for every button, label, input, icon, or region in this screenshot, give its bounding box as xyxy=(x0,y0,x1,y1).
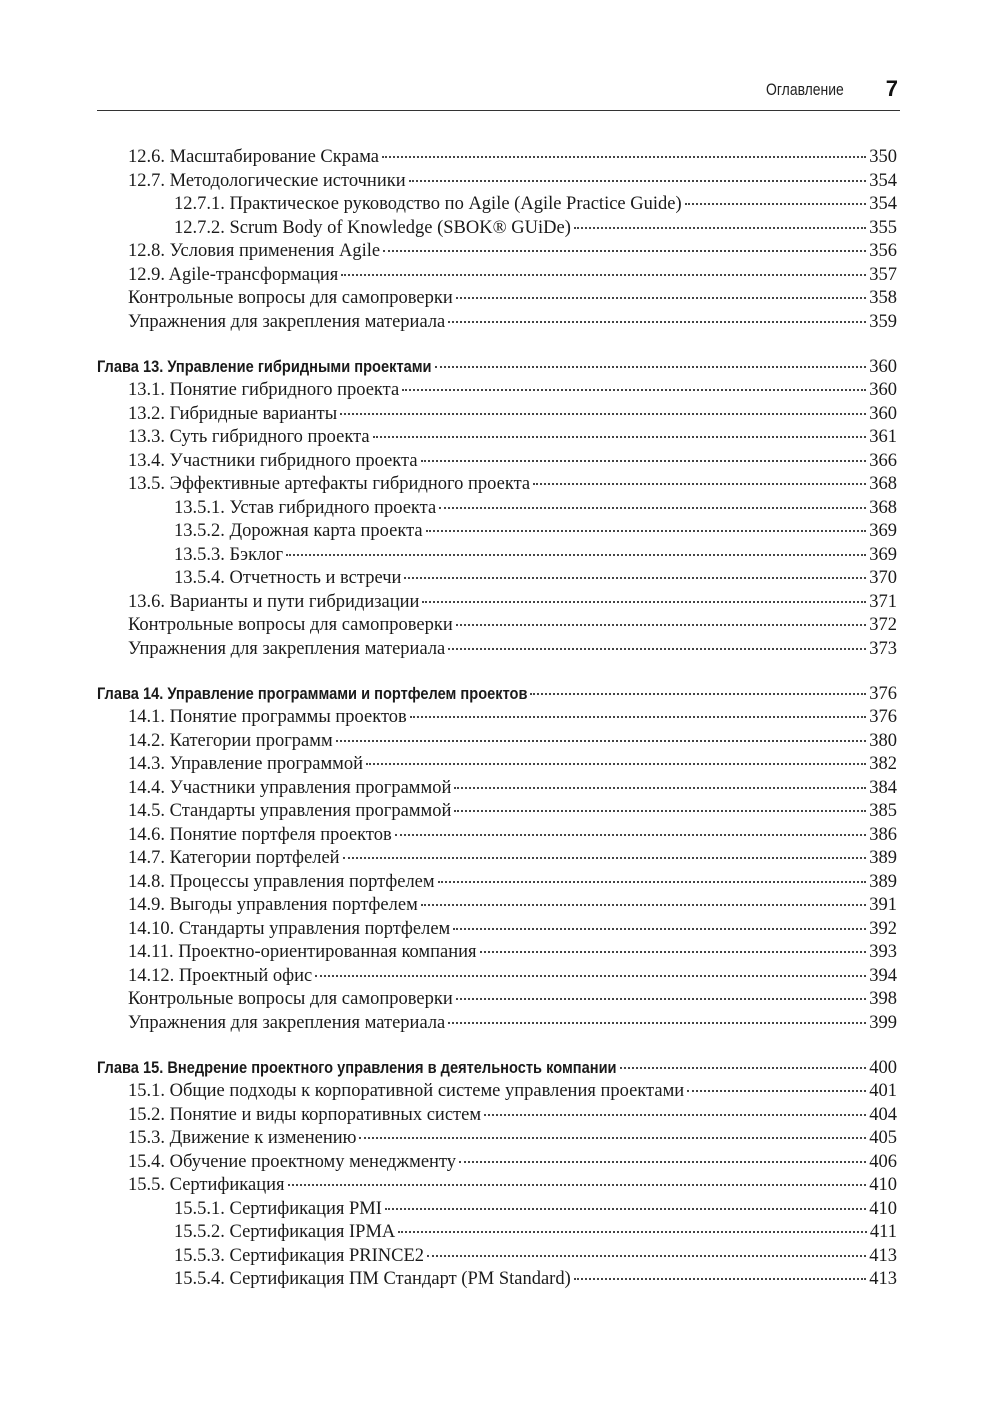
toc-entry-page: 401 xyxy=(869,1081,897,1101)
toc-entry[interactable] xyxy=(97,1174,897,1198)
toc-entry-title: 14.4. Участники управления программой xyxy=(128,777,452,798)
toc-entry[interactable] xyxy=(97,497,897,521)
dot-leader xyxy=(448,1022,866,1024)
toc-entry-title: 15.4. Обучение проектному менеджменту xyxy=(128,1151,457,1172)
dot-leader xyxy=(382,156,866,158)
toc-entry-page: 376 xyxy=(869,707,897,727)
toc-entry[interactable] xyxy=(97,1127,897,1151)
toc-entry-title: 13.5. Эффективные артефакты гибридного проекта xyxy=(128,474,531,494)
dot-leader xyxy=(456,624,867,626)
toc-entry-page: 389 xyxy=(869,871,897,892)
dot-leader xyxy=(343,857,867,859)
toc-entry-title: 14.5. Стандарты управления программой xyxy=(128,801,452,821)
toc-entry-title: 14.8. Процессы управления портфелем xyxy=(128,871,435,892)
dot-leader xyxy=(385,1208,866,1210)
toc-entry-title: 13.5.4. Отчетность и встречи xyxy=(174,568,402,588)
dot-leader xyxy=(448,648,866,650)
toc-entry-page: 404 xyxy=(869,1104,897,1125)
toc-entry[interactable] xyxy=(97,544,897,568)
toc-entry-page: 373 xyxy=(869,638,897,659)
toc-entry-title: 15.5.4. Сертификация ПМ Стандарт (PM Standard) xyxy=(174,1269,571,1289)
toc-entry[interactable] xyxy=(97,824,897,848)
dot-leader xyxy=(426,530,867,532)
toc-entry[interactable] xyxy=(97,871,897,895)
toc-entry-page: 360 xyxy=(869,403,897,424)
toc-entry-title: 14.2. Категории программ xyxy=(128,730,333,751)
dot-leader xyxy=(453,928,866,930)
toc-entry-page: 382 xyxy=(869,754,897,774)
dot-leader xyxy=(421,460,867,462)
dot-leader xyxy=(359,1137,866,1139)
toc-entry-title: 13.5.2. Дорожная карта проекта xyxy=(174,521,423,541)
dot-leader xyxy=(404,577,866,579)
toc-entry[interactable] xyxy=(97,753,897,777)
header-section-title: Оглавление xyxy=(766,80,844,99)
toc-entry-page: 360 xyxy=(869,357,897,377)
toc-entry[interactable] xyxy=(97,847,897,871)
toc-entry-page: 371 xyxy=(869,591,897,612)
dot-leader xyxy=(448,321,866,323)
toc-chapter-entry[interactable] xyxy=(97,354,897,379)
toc-entry[interactable] xyxy=(97,777,897,801)
toc-entry-title: 12.9. Agile-трансформация xyxy=(128,264,339,285)
toc-entry[interactable] xyxy=(97,264,897,288)
toc-entry[interactable] xyxy=(97,379,897,403)
toc-entry-title: 14.6. Понятие портфеля проектов xyxy=(128,824,392,845)
toc-entry[interactable] xyxy=(97,614,897,638)
toc-entry-title: 13.1. Понятие гибридного проекта xyxy=(128,380,400,400)
toc-entry[interactable] xyxy=(97,217,897,241)
toc-entry-title: 15.5.3. Сертификация PRINCE2 xyxy=(174,1245,425,1266)
toc-entry-page: 386 xyxy=(869,824,897,845)
toc-entry[interactable] xyxy=(97,1221,897,1245)
dot-leader xyxy=(427,1255,866,1257)
toc-entry-page: 410 xyxy=(869,1198,897,1219)
toc-entry-title: 15.5.2. Сертификация IPMA xyxy=(174,1222,396,1242)
toc-entry[interactable] xyxy=(97,1012,897,1036)
toc-entry-page: 394 xyxy=(869,965,897,986)
dot-leader xyxy=(422,601,866,603)
toc-entry[interactable] xyxy=(97,240,897,264)
header-page-number: 7 xyxy=(885,76,898,101)
dot-leader xyxy=(336,740,867,742)
toc-entry-title: 13.6. Варианты и пути гибридизации xyxy=(128,591,420,612)
toc-entry-title: Упражнения для закрепления материала xyxy=(128,638,446,659)
toc-entry-title: 12.7. Методологические источники xyxy=(128,170,406,191)
toc-entry-page: 370 xyxy=(869,568,897,588)
dot-leader xyxy=(439,507,866,509)
toc-entry[interactable] xyxy=(97,1198,897,1222)
dot-leader xyxy=(574,1278,867,1280)
toc-entry-page: 400 xyxy=(869,1058,897,1078)
toc-entry-page: 354 xyxy=(869,170,897,191)
toc-entry[interactable] xyxy=(97,1104,897,1128)
toc-entry[interactable] xyxy=(97,170,897,194)
toc-entry-title: Глава 13. Управление гибридными проектами xyxy=(97,357,432,376)
dot-leader xyxy=(456,297,867,299)
dot-leader xyxy=(435,366,867,368)
toc-entry-page: 385 xyxy=(869,801,897,821)
dot-leader xyxy=(454,787,866,789)
toc-entry-title: 15.5. Сертификация xyxy=(128,1175,285,1195)
dot-leader xyxy=(410,716,866,718)
running-header xyxy=(97,72,900,111)
dot-leader xyxy=(480,951,867,953)
toc-entry[interactable] xyxy=(97,638,897,662)
toc-entry[interactable] xyxy=(97,918,897,942)
toc-entry-page: 361 xyxy=(869,427,897,447)
toc-entry[interactable] xyxy=(97,193,897,217)
toc-entry-page: 354 xyxy=(869,194,897,214)
toc-entry-title: 14.12. Проектный офис xyxy=(128,965,313,986)
toc-entry-title: 15.5.1. Сертификация PMI xyxy=(174,1198,382,1219)
toc-entry-page: 413 xyxy=(869,1269,897,1289)
toc-entry-page: 391 xyxy=(869,895,897,915)
toc-entry-title: 14.3. Управление программой xyxy=(128,754,364,774)
dot-leader xyxy=(373,436,867,438)
table-of-contents xyxy=(97,146,897,1292)
toc-entry[interactable] xyxy=(97,1151,897,1175)
toc-entry-title: 15.2. Понятие и виды корпоративных систем xyxy=(128,1104,482,1125)
toc-entry-page: 398 xyxy=(869,989,897,1009)
dot-leader xyxy=(454,810,866,812)
toc-entry-page: 360 xyxy=(869,380,897,400)
toc-entry-title: 14.7. Категории портфелей xyxy=(128,848,340,868)
dot-leader xyxy=(459,1161,866,1163)
toc-chapter-entry[interactable] xyxy=(97,681,897,706)
toc-entry-page: 405 xyxy=(869,1128,897,1148)
toc-entry-title: 13.2. Гибридные варианты xyxy=(128,403,338,424)
toc-entry-title: 15.3. Движение к изменению xyxy=(128,1128,357,1148)
dot-leader xyxy=(286,554,866,556)
dot-leader xyxy=(456,998,867,1000)
toc-entry-page: 359 xyxy=(869,311,897,332)
dot-leader xyxy=(402,389,866,391)
dot-leader xyxy=(341,274,866,276)
toc-entry-page: 366 xyxy=(869,450,897,471)
dot-leader xyxy=(620,1067,867,1069)
dot-leader xyxy=(574,227,866,229)
dot-leader xyxy=(438,881,867,883)
toc-entry[interactable] xyxy=(97,426,897,450)
dot-leader xyxy=(421,904,866,906)
toc-chapter-entry[interactable] xyxy=(97,1055,897,1080)
dot-leader xyxy=(687,1090,866,1092)
dot-leader xyxy=(315,975,866,977)
toc-entry[interactable] xyxy=(97,965,897,989)
toc-entry[interactable] xyxy=(97,567,897,591)
toc-entry-title: 12.7.1. Практическое руководство по Agile (Agile Practice Guide) xyxy=(174,194,682,214)
toc-entry-title: Упражнения для закрепления материала xyxy=(128,1012,446,1033)
toc-entry-title: Упражнения для закрепления материала xyxy=(128,311,446,332)
toc-entry[interactable] xyxy=(97,730,897,754)
dot-leader xyxy=(409,180,867,182)
toc-entry-page: 389 xyxy=(869,848,897,868)
toc-entry-page: 411 xyxy=(869,1222,897,1242)
toc-entry-page: 380 xyxy=(869,730,897,751)
toc-entry-title: Глава 15. Внедрение проектного управления в деятельность компании xyxy=(97,1058,617,1077)
toc-entry[interactable] xyxy=(97,311,897,335)
toc-entry-page: 356 xyxy=(869,241,897,261)
dot-leader xyxy=(395,834,867,836)
toc-entry-title: 12.8. Условия применения Agile xyxy=(128,241,381,261)
toc-entry[interactable] xyxy=(97,800,897,824)
toc-entry-title: 13.3. Суть гибридного проекта xyxy=(128,427,370,447)
dot-leader xyxy=(530,693,866,695)
toc-entry[interactable] xyxy=(97,287,897,311)
dot-leader xyxy=(366,763,866,765)
toc-entry-page: 368 xyxy=(869,474,897,494)
toc-entry-title: 14.1. Понятие программы проектов xyxy=(128,707,407,727)
toc-entry-title: 13.4. Участники гибридного проекта xyxy=(128,450,418,471)
toc-entry-page: 406 xyxy=(869,1151,897,1172)
toc-entry-page: 384 xyxy=(869,777,897,798)
toc-entry-page: 392 xyxy=(869,918,897,939)
toc-entry[interactable] xyxy=(97,403,897,427)
toc-entry[interactable] xyxy=(97,473,897,497)
toc-entry-title: Глава 14. Управление программами и портфелем проектов xyxy=(97,684,528,703)
dot-leader xyxy=(398,1231,867,1233)
toc-entry-page: 399 xyxy=(869,1012,897,1033)
toc-entry-page: 368 xyxy=(869,497,897,518)
toc-entry-page: 358 xyxy=(869,288,897,308)
toc-entry-page: 410 xyxy=(869,1175,897,1195)
dot-leader xyxy=(288,1184,867,1186)
toc-entry-page: 376 xyxy=(869,684,897,704)
dot-leader xyxy=(685,203,867,205)
toc-entry-page: 372 xyxy=(869,615,897,635)
toc-entry[interactable] xyxy=(97,706,897,730)
toc-entry[interactable] xyxy=(97,450,897,474)
toc-entry-title: Контрольные вопросы для самопроверки xyxy=(128,615,453,635)
toc-entry-title: 12.7.2. Scrum Body of Knowledge (SBOK® GUiDe) xyxy=(174,217,571,238)
toc-entry[interactable] xyxy=(97,520,897,544)
toc-entry-page: 355 xyxy=(869,217,897,238)
toc-entry-page: 350 xyxy=(869,147,897,167)
toc-entry-title: 15.1. Общие подходы к корпоративной системе управления проектами xyxy=(128,1081,685,1101)
toc-entry-title: 14.10. Стандарты управления портфелем xyxy=(128,918,451,939)
dot-leader xyxy=(340,413,866,415)
toc-entry-page: 369 xyxy=(869,544,897,565)
dot-leader xyxy=(484,1114,866,1116)
toc-entry-title: Контрольные вопросы для самопроверки xyxy=(128,288,453,308)
toc-entry-title: 14.9. Выгоды управления портфелем xyxy=(128,895,418,915)
toc-entry[interactable] xyxy=(97,146,897,170)
toc-entry-page: 393 xyxy=(869,942,897,962)
dot-leader xyxy=(533,483,866,485)
toc-entry-page: 357 xyxy=(869,264,897,285)
toc-entry[interactable] xyxy=(97,988,897,1012)
toc-entry-page: 369 xyxy=(869,521,897,541)
toc-entry[interactable] xyxy=(97,1080,897,1104)
toc-entry-title: Контрольные вопросы для самопроверки xyxy=(128,989,453,1009)
toc-entry[interactable] xyxy=(97,894,897,918)
toc-entry[interactable] xyxy=(97,941,897,965)
toc-entry[interactable] xyxy=(97,591,897,615)
toc-entry-title: 14.11. Проектно-ориентированная компания xyxy=(128,942,477,962)
toc-entry-page: 413 xyxy=(869,1245,897,1266)
toc-entry-title: 12.6. Масштабирование Скрама xyxy=(128,147,379,167)
dot-leader xyxy=(383,250,866,252)
toc-entry[interactable] xyxy=(97,1245,897,1269)
toc-entry[interactable] xyxy=(97,1268,897,1292)
toc-entry-title: 13.5.1. Устав гибридного проекта xyxy=(174,497,437,518)
toc-entry-title: 13.5.3. Бэклог xyxy=(174,544,284,565)
